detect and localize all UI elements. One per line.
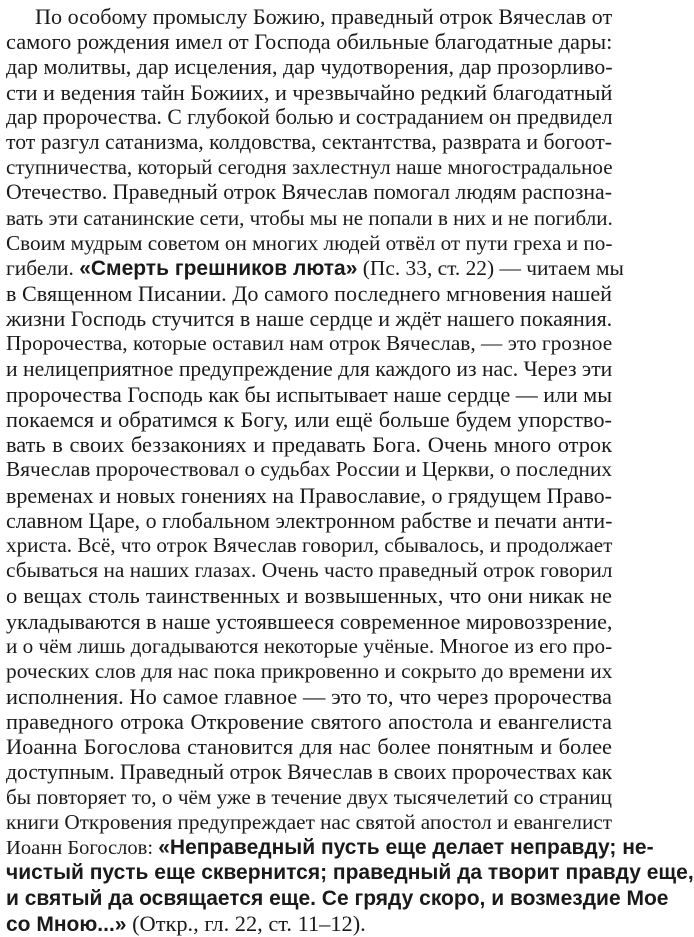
text-segment: пророчества Господь как бы испытывает наше сердце — или мы — [6, 381, 613, 407]
text-line — [6, 533, 612, 558]
text-line — [6, 886, 669, 911]
text-segment: дар пророчества. С глубокой болью и состраданием он предвидел — [6, 104, 613, 129]
text-line — [6, 457, 612, 482]
text-segment: сбываться на наших глазах. Очень часто праведный отрок говорил — [6, 558, 613, 583]
text-segment: дар молитвы, дар исцеления, дар чудотворения, дар прозорливо- — [6, 54, 613, 80]
text-line — [6, 180, 612, 205]
text-line — [6, 357, 612, 382]
text-line — [6, 810, 612, 835]
text-segment: тот разгул сатанизма, колдовства, сектантства, разврата и богоот- — [6, 129, 612, 154]
text-line — [6, 860, 694, 885]
text-line — [6, 231, 612, 256]
text-line — [6, 407, 612, 432]
text-line — [6, 911, 612, 936]
text-segment: доступным. Праведный отрок Вячеслав в своих пророчествах как — [6, 759, 613, 784]
text-line — [6, 331, 612, 356]
text-segment: славном Царе, о глобальном электронном рабстве и печати анти- — [6, 507, 613, 533]
bold-quote-text: со Мною...» — [6, 912, 127, 936]
text-segment: жизни Господь стучится в наше сердце и ждёт нашего покаяния. — [6, 306, 613, 332]
text-line — [6, 255, 624, 281]
text-line — [6, 609, 612, 634]
text-line — [6, 508, 612, 533]
text-segment: вать эти сатанинские сети, чтобы мы не попали в них и не погибли. — [6, 205, 613, 230]
text-line — [6, 634, 612, 659]
text-line — [6, 4, 612, 29]
text-segment: самого рождения имел от Господа обильные благодатные дары: — [6, 29, 613, 55]
text-segment: и нелицеприятное предупреждение для каждого из нас. Через эти — [6, 356, 613, 381]
text-line — [6, 734, 612, 759]
text-line — [6, 432, 612, 457]
text-segment: исполнения. Но самое главное — это то, что через пророчества — [6, 684, 612, 710]
text-segment: укладываются в наше устоявшееся современное мировоззрение, — [6, 608, 613, 634]
bold-quote-text: чистый пусть еще сквернится; праведный да творит правду еще, — [6, 861, 694, 885]
text-segment: христа. Всё, что отрок Вячеслав говорил, сбывалось, и продолжает — [6, 532, 613, 557]
text-segment: По особому промыслу Божию, праведный отрок Вячеслав от — [35, 4, 613, 29]
text-segment: вать в своих беззакониях и предавать Бога. Очень много отрок — [6, 432, 612, 458]
text-line — [6, 760, 612, 785]
bold-quote-text: и святый да освящается еще. Се гряду скоро, и возмездие Мое — [6, 886, 669, 910]
bold-quote-text: «Неправедный пусть еще делает неправду; не- — [158, 836, 654, 860]
text-segment: гибели. — [6, 255, 80, 280]
text-line — [6, 709, 612, 734]
text-segment: о вещах столь таинственных и возвышенных, что они никак не — [6, 583, 612, 609]
text-segment: бы повторяет то, о чём уже в течение двух тысячелетий со страниц — [6, 784, 612, 809]
text-segment: покаемся и обратимся к Богу, или ещё больше будем упорство- — [6, 407, 612, 432]
text-segment: Иоанн Богослов: — [6, 837, 159, 860]
text-line — [6, 583, 612, 608]
text-segment: временах и новых гонениях на Православие, о грядущем Право- — [6, 482, 612, 508]
text-segment: (Откр., гл. 22, ст. 11–12). — [126, 910, 366, 936]
text-line — [6, 80, 612, 105]
text-segment: (Пс. 33, ст. 22) — читаем мы — [357, 255, 624, 280]
text-segment: Вячеслав пророчествовал о судьбах России и Церкви, о последних — [6, 457, 612, 482]
text-line — [6, 659, 612, 684]
text-line — [6, 382, 612, 407]
text-line — [6, 206, 612, 231]
text-line — [6, 54, 612, 79]
text-segment: Иоанна Богослова становится для нас более понятным и более — [6, 734, 612, 760]
text-line — [6, 130, 612, 155]
text-line — [6, 684, 612, 709]
text-line — [6, 281, 612, 306]
text-segment: книги Откровения предупреждает нас святой апостол и евангелист — [6, 810, 612, 834]
text-segment: в Священном Писании. До самого последнего мгновения нашей — [6, 281, 612, 307]
text-line — [6, 785, 612, 810]
text-segment: сти и ведения тайн Божиих, и чрезвычайно редкий благодатный — [6, 79, 613, 105]
text-line — [6, 105, 612, 130]
text-segment: Своим мудрым советом он многих людей отвёл от пути греха и по- — [6, 230, 613, 255]
bold-quote-text: «Смерть грешников люта» — [79, 256, 358, 280]
text-segment: ступничества, который сегодня захлестнул наше многострадальное — [6, 155, 613, 180]
text-line — [6, 558, 612, 583]
text-segment: и о чём лишь догадываются некоторые учёные. Многое из его про- — [6, 633, 613, 658]
text-line — [6, 483, 612, 508]
text-segment: Пророчества, которые оставил нам отрок Вячеслав, — это грозное — [6, 331, 613, 356]
text-line — [6, 29, 612, 54]
text-line — [6, 155, 612, 180]
text-line — [6, 306, 612, 331]
text-line — [6, 835, 654, 860]
text-segment: праведного отрока Откровение святого апостола и евангелиста — [6, 709, 612, 735]
text-segment: Отечество. Праведный отрок Вячеслав помогал людям распозна- — [6, 180, 612, 205]
body-text — [6, 4, 694, 936]
text-segment: роческих слов для нас пока прикровенно и сокрыто до времени их — [6, 658, 613, 683]
